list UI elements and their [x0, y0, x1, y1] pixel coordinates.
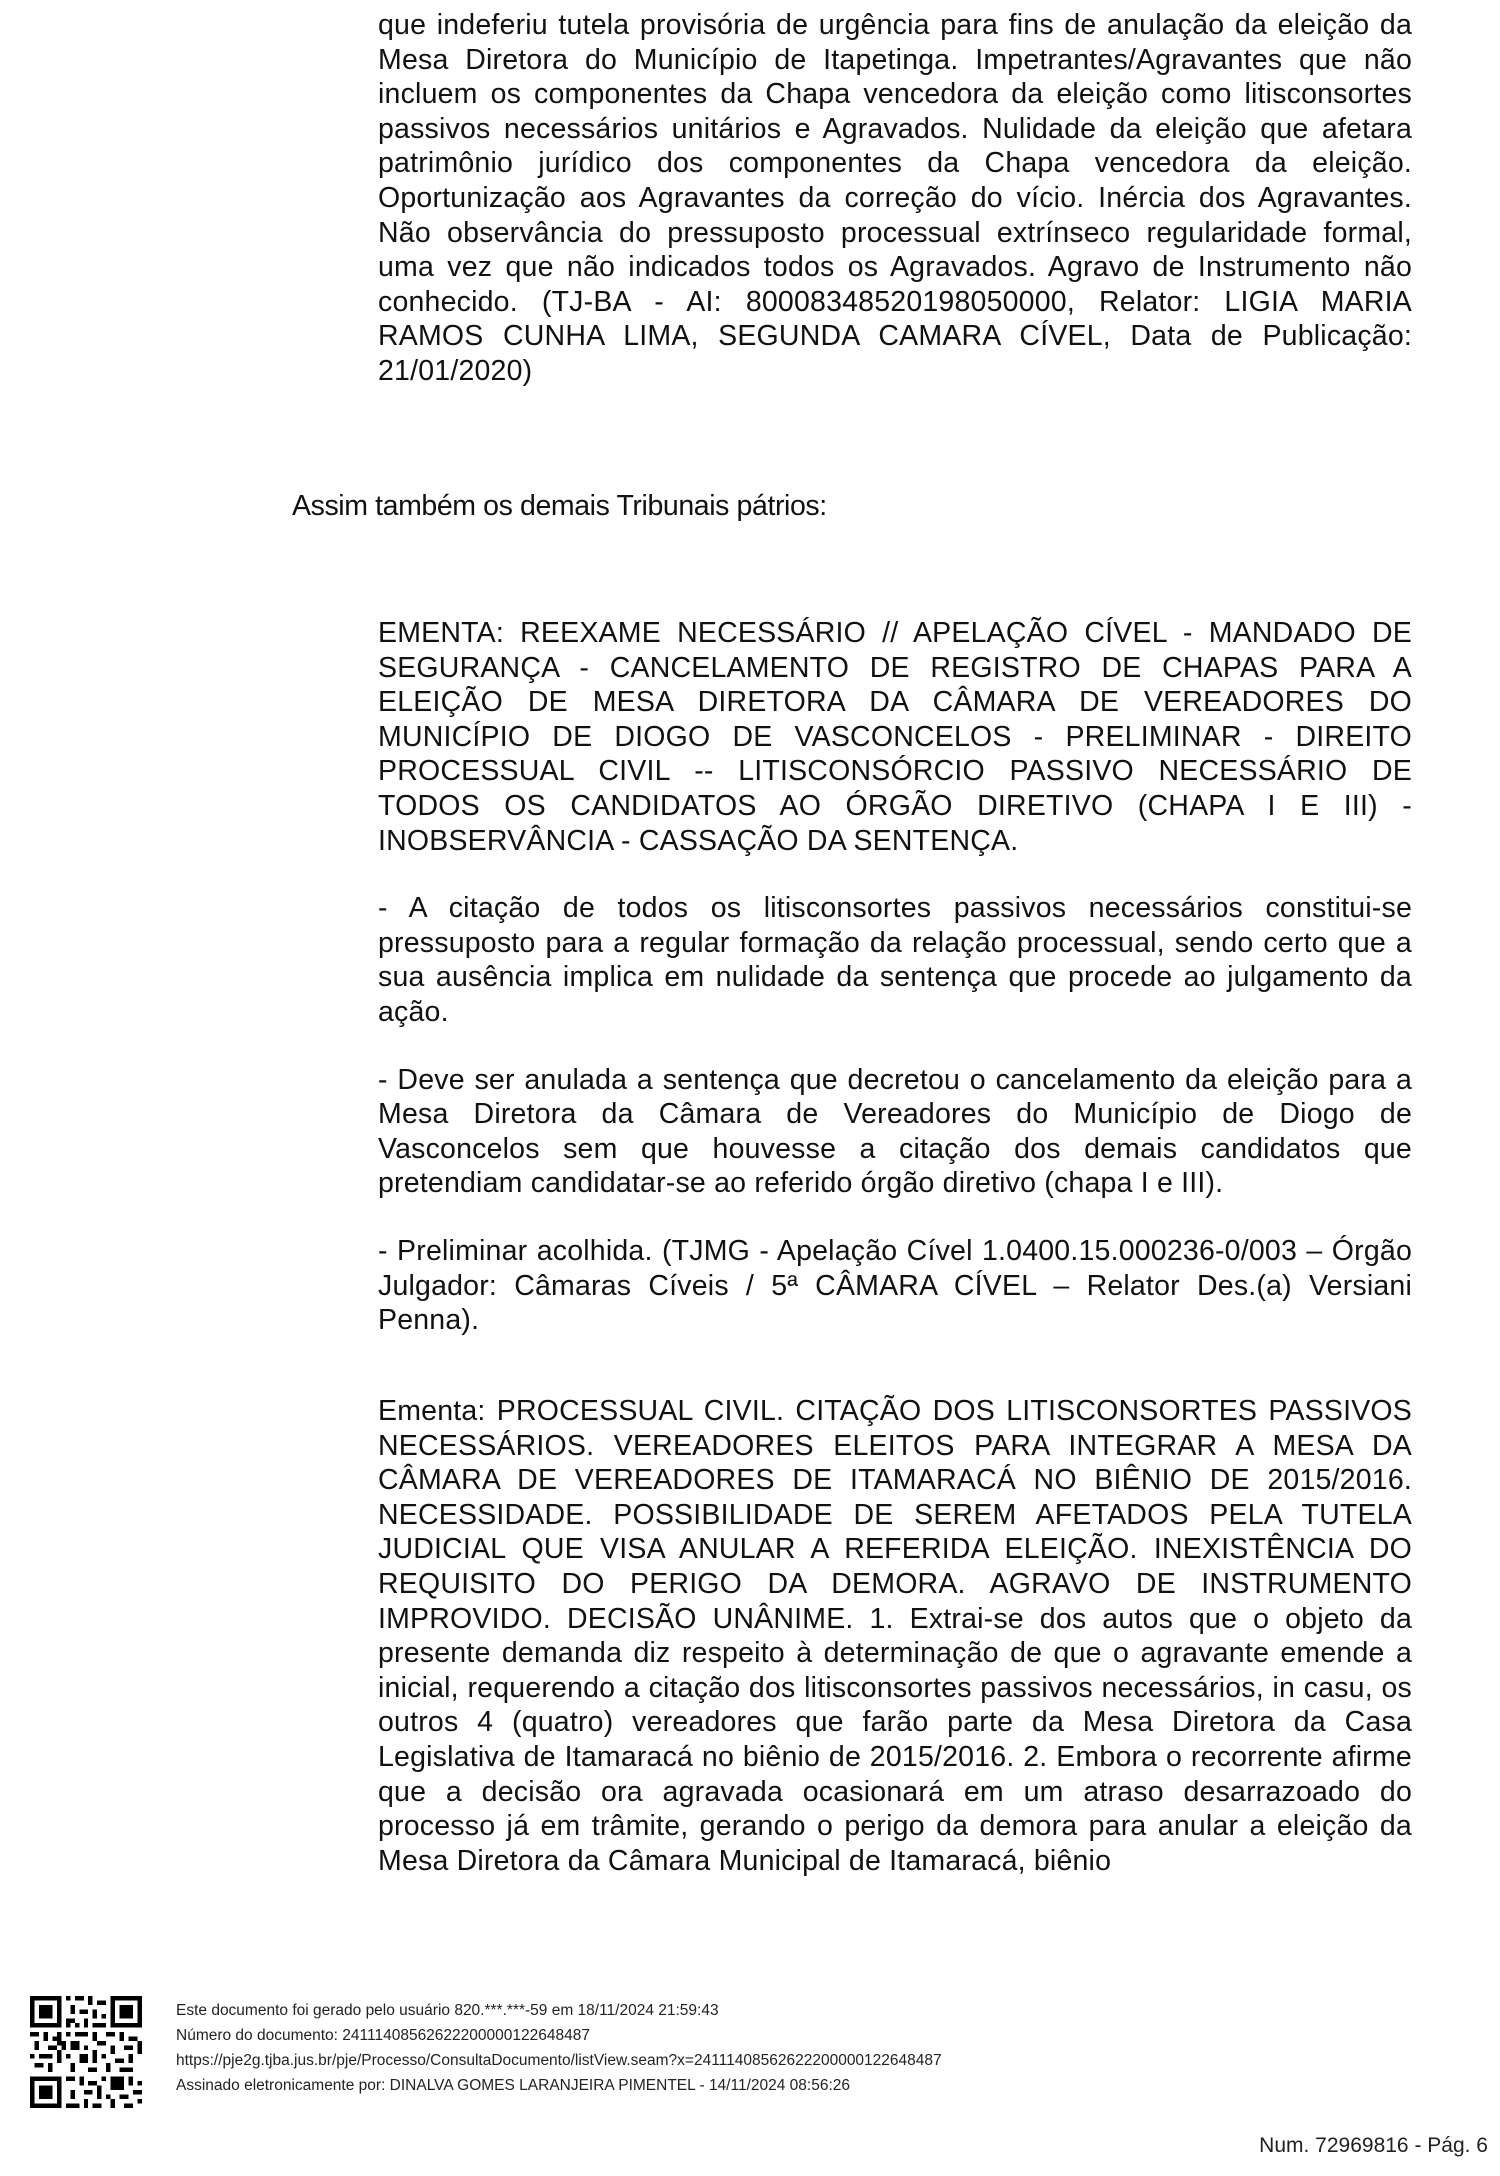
page-number: Num. 72969816 - Pág. 6	[1259, 2134, 1488, 2157]
intro-paragraph: Assim também os demais Tribunais pátrios:	[292, 490, 827, 522]
footer-generated-by: Este documento foi gerado pelo usuário 820.***.***-59 em 18/11/2024 21:59:43	[176, 2002, 719, 2019]
footer-url[interactable]: https://pje2g.tjba.jus.br/pje/Processo/ConsultaDocumento/listView.seam?x=24111408562622200000122648487	[176, 2052, 942, 2069]
quote-ementa: EMENTA: REEXAME NECESSÁRIO // APELAÇÃO CÍVEL - MANDADO DE SEGURANÇA - CANCELAMENTO DE REGISTRO DE CHAPAS PARA A ELEIÇÃO DE MESA DIRETORA DA CÂMARA DE VEREADORES DO MUNICÍPIO DE DIOGO DE VASCONCELOS - PRELIMINAR - DIREITO PROCESSUAL CIVIL -- LITISCONSÓRCIO PASSIVO NECESSÁRIO DE TODOS OS CANDIDATOS AO ÓRGÃO DIRETIVO (CHAPA I E III) - INOBSERVÂNCIA - CASSAÇÃO DA SENTENÇA.	[378, 617, 1412, 857]
quote-item: - A citação de todos os litisconsortes passivos necessários constitui-se pressuposto para a regular formação da relação processual, sendo certo que a sua ausência implica em nulidade da sentença que procede ao julgamento da ação.	[378, 892, 1412, 1028]
qr-code-icon	[30, 1996, 142, 2108]
quote-paragraph: Ementa: PROCESSUAL CIVIL. CITAÇÃO DOS LITISCONSORTES PASSIVOS NECESSÁRIOS. VEREADORES ELEITOS PARA INTEGRAR A MESA DA CÂMARA DE VEREADORES DE ITAMARACÁ NO BIÊNIO DE 2015/2016. NECESSIDADE. POSSIBILIDADE DE SEREM AFETADOS PELA TUTELA JUDICIAL QUE VISA ANULAR A REFERIDA ELEIÇÃO. INEXISTÊNCIA DO REQUISITO DO PERIGO DA DEMORA. AGRAVO DE INSTRUMENTO IMPROVIDO. DECISÃO UNÂNIME. 1. Extrai-se dos autos que o objeto da presente demanda diz respeito à determinação de que o agravante emende a inicial, requerendo a citação dos litisconsortes passivos necessários, in casu, os outros 4 (quatro) vereadores que farão parte da Mesa Diretora da Casa Legislativa de Itamaracá no biênio de 2015/2016. 2. Embora o recorrente afirme que a decisão ora agravada ocasionará em um atraso desarrazoado do processo já em trâmite, gerando o perigo da demora para anular a eleição da Mesa Diretora da Câmara Municipal de Itamaracá, biênio	[378, 1395, 1412, 1877]
quote-paragraph: que indeferiu tutela provisória de urgência para fins de anulação da eleição da Mesa Diretora do Município de Itapetinga. Impetrantes/Agravantes que não incluem os componentes da Chapa vencedora da eleição como litisconsortes passivos necessários unitários e Agravados. Nulidade da eleição que afetara patrimônio jurídico dos componentes da Chapa vencedora da eleição. Oportunização aos Agravantes da correção do vício. Inércia dos Agravantes. Não observância do pressuposto processual extrínseco regularidade formal, uma vez que não indicados todos os Agravados. Agravo de Instrumento não conhecido. (TJ-BA - AI: 80008348520198050000, Relator: LIGIA MARIA RAMOS CUNHA LIMA, SEGUNDA CAMARA CÍVEL, Data de Publicação: 21/01/2020)	[378, 9, 1412, 387]
jurisprudence-quote-tjba	[378, 8, 1412, 389]
jurisprudence-quote-tjmg	[378, 616, 1412, 1338]
quote-item: - Preliminar acolhida. (TJMG - Apelação Cível 1.0400.15.000236-0/003 – Órgão Julgador: Câmaras Cíveis / 5ª CÂMARA CÍVEL – Relator Des.(a) Versiani Penna).	[378, 1234, 1412, 1337]
quote-item: - Deve ser anulada a sentença que decretou o cancelamento da eleição para a Mesa Diretora da Câmara de Vereadores do Município de Diogo de Vasconcelos sem que houvesse a citação dos demais candidatos que pretendiam candidatar-se ao referido órgão diretivo (chapa I e III).	[378, 1063, 1412, 1200]
document-footer	[176, 1998, 942, 2098]
footer-signed-by: Assinado eletronicamente por: DINALVA GOMES LARANJEIRA PIMENTEL - 14/11/2024 08:56:26	[176, 2077, 851, 2094]
jurisprudence-quote-tjpe	[378, 1394, 1412, 1878]
footer-document-number: Número do documento: 24111408562622200000122648487	[176, 2027, 590, 2044]
